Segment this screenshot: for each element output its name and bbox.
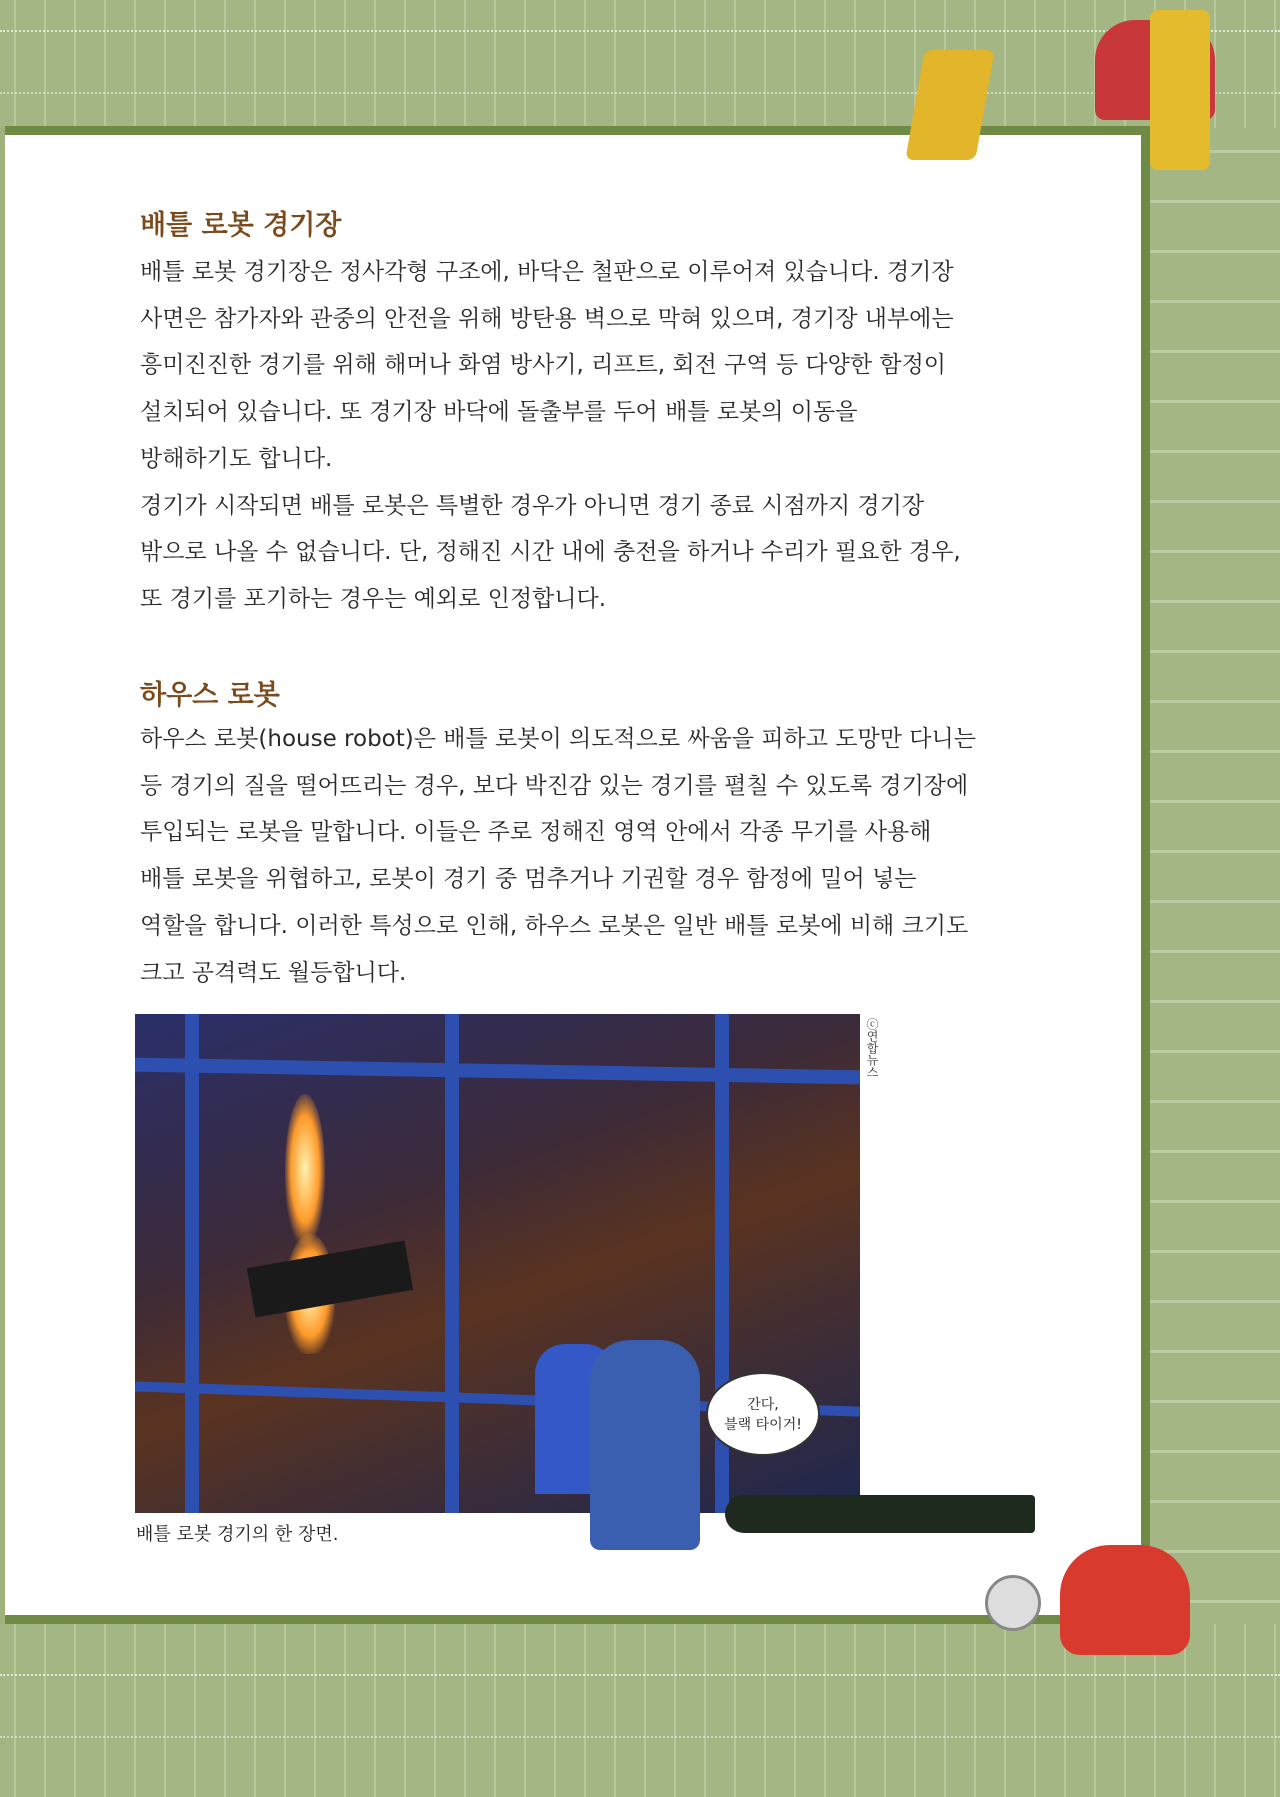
text-line: 역할을 합니다. 이러한 특성으로 인해, 하우스 로봇은 일반 배틀 로봇에 비해 크기도 xyxy=(140,912,969,939)
text-line: 크고 공격력도 월등합니다. xyxy=(140,959,407,986)
text-line: 방해하기도 합니다. xyxy=(140,445,333,472)
flame xyxy=(285,1094,325,1244)
section-title-house-robot: 하우스 로봇 xyxy=(140,680,280,711)
text-line: 경기가 시작되면 배틀 로봇은 특별한 경우가 아니면 경기 종료 시점까지 경기장 xyxy=(140,492,925,519)
section-title-arena: 배틀 로봇 경기장 xyxy=(140,210,342,241)
text-line: 등 경기의 질을 떨어뜨리는 경우, 보다 박진감 있는 경기를 펼칠 수 있도록 경기장에 xyxy=(140,772,969,799)
text-line: 배틀 로봇 경기장은 정사각형 구조에, 바닥은 철판으로 이루어져 있습니다. 경기장 xyxy=(140,259,954,285)
text-line: 사면은 참가자와 관중의 안전을 위해 방탄용 벽으로 막혀 있으며, 경기장 내부에는 xyxy=(140,305,954,332)
section-body-arena xyxy=(140,249,1090,623)
section-body-house-robot xyxy=(140,716,1090,996)
wave-pattern xyxy=(0,30,1280,94)
cage-bar xyxy=(135,1058,860,1085)
text-line: 투입되는 로봇을 말합니다. 이들은 주로 정해진 영역 안에서 각종 무기를 사용해 xyxy=(140,819,932,846)
wave-pattern xyxy=(0,1674,1280,1738)
toy-robot-car-illustration xyxy=(725,1495,1035,1533)
text-line: 흥미진진한 경기를 위해 해머나 화염 방사기, 리프트, 회전 구역 등 다양한 함정이 xyxy=(140,352,947,379)
top-decorative-band xyxy=(0,0,1280,128)
photo-credit: ⓒ연합뉴스 xyxy=(865,1018,879,1078)
text-line: 밖으로 나올 수 없습니다. 단, 정해진 시간 내에 충전을 하거나 수리가 필요한 경우, xyxy=(140,539,961,566)
text-line: 하우스 로봇(house robot)은 배틀 로봇이 의도적으로 싸움을 피하고 도망만 다니는 xyxy=(140,726,976,752)
saw-blade-icon xyxy=(985,1575,1041,1631)
house-robot-illustration xyxy=(1060,1545,1190,1655)
robot-arm-illustration xyxy=(1150,10,1210,170)
text-line: 배틀 로봇을 위협하고, 로봇이 경기 중 멈추거나 기권할 경우 함정에 밀어 넣는 xyxy=(140,866,917,893)
text-line: 또 경기를 포기하는 경우는 예외로 인정합니다. xyxy=(140,585,607,612)
cartoon-boy-illustration xyxy=(590,1340,700,1550)
speech-bubble xyxy=(706,1372,820,1456)
right-decorative-strip xyxy=(1150,128,1280,1624)
photo-caption: 배틀 로봇 경기의 한 장면. xyxy=(136,1524,339,1545)
speech-line: 간다, xyxy=(747,1397,779,1413)
cage-bar xyxy=(185,1014,199,1513)
cage-bar xyxy=(445,1014,459,1513)
speech-line: 블랙 타이거! xyxy=(724,1417,802,1433)
text-line: 설치되어 있습니다. 또 경기장 바닥에 돌출부를 두어 배틀 로봇의 이동을 xyxy=(140,399,858,426)
